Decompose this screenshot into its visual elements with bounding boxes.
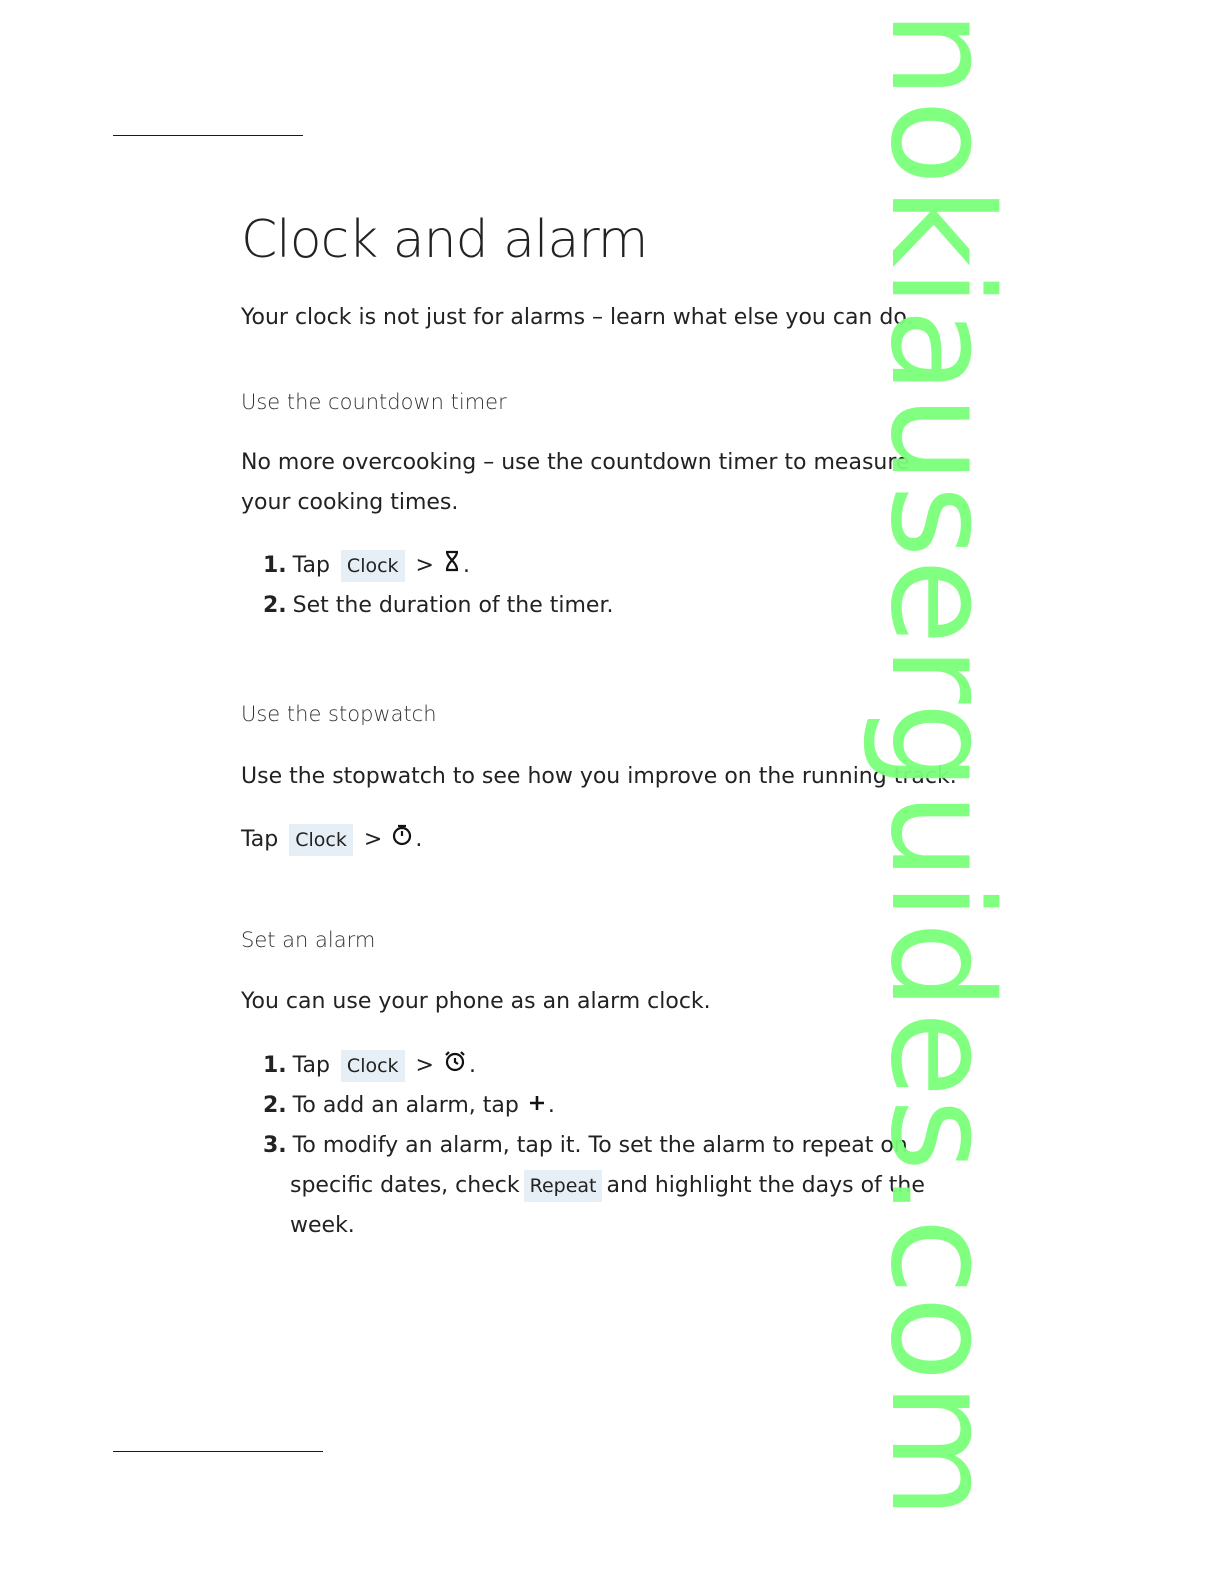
step-end: . (547, 1093, 555, 1118)
alarm-clock-icon (443, 1046, 467, 1086)
step-number: 2. (263, 1093, 287, 1118)
step-text: Tap (292, 553, 330, 578)
step-text: and highlight the days of the (606, 1173, 925, 1198)
step-end: . (415, 827, 423, 852)
step-continuation: week. (290, 1213, 355, 1238)
stopwatch-body: Use the stopwatch to see how you improve on the running track. (241, 764, 957, 789)
step-number: 1. (263, 553, 287, 578)
step-text: To modify an alarm, tap it. To set the alarm to repeat on (292, 1133, 908, 1158)
hourglass-icon (443, 546, 461, 586)
timer-heading: Use the countdown timer (241, 390, 507, 414)
step-end: . (462, 553, 470, 578)
step-continuation (263, 1166, 925, 1206)
repeat-option-label: Repeat (524, 1170, 603, 1202)
separator: > (415, 1053, 434, 1078)
page-title: Clock and alarm (241, 210, 648, 270)
stopwatch-instruction (241, 820, 422, 860)
watermark: nokiauserguides.com (859, 10, 1022, 1520)
step-text: Tap (241, 827, 279, 852)
timer-step-2 (263, 586, 613, 626)
step-text: specific dates, check (290, 1173, 520, 1198)
clock-app-label: Clock (341, 550, 405, 582)
alarm-step-3 (263, 1126, 925, 1246)
alarm-body: You can use your phone as an alarm clock. (241, 989, 711, 1014)
timer-step-1 (263, 546, 470, 586)
step-text: To add an alarm, tap (292, 1093, 519, 1118)
bottom-rule (113, 1451, 323, 1452)
alarm-step-2 (263, 1086, 555, 1126)
separator: > (415, 553, 434, 578)
clock-app-label: Clock (289, 824, 353, 856)
step-text: Set the duration of the timer. (292, 593, 614, 618)
plus-icon (528, 1086, 546, 1126)
separator: > (363, 827, 383, 852)
step-number: 2. (263, 593, 287, 618)
stopwatch-heading: Use the stopwatch (241, 702, 437, 726)
clock-app-label: Clock (341, 1050, 405, 1082)
stopwatch-icon (391, 820, 413, 860)
step-text: Tap (292, 1053, 330, 1078)
step-number: 1. (263, 1053, 287, 1078)
top-rule (113, 135, 303, 136)
alarm-heading: Set an alarm (241, 928, 376, 952)
timer-body: No more overcooking – use the countdown timer to measure your cooking times. (241, 450, 910, 515)
alarm-step-1 (263, 1046, 476, 1086)
intro-text: Your clock is not just for alarms – learn what else you can do. (241, 305, 914, 330)
step-number: 3. (263, 1133, 287, 1158)
step-end: . (468, 1053, 476, 1078)
